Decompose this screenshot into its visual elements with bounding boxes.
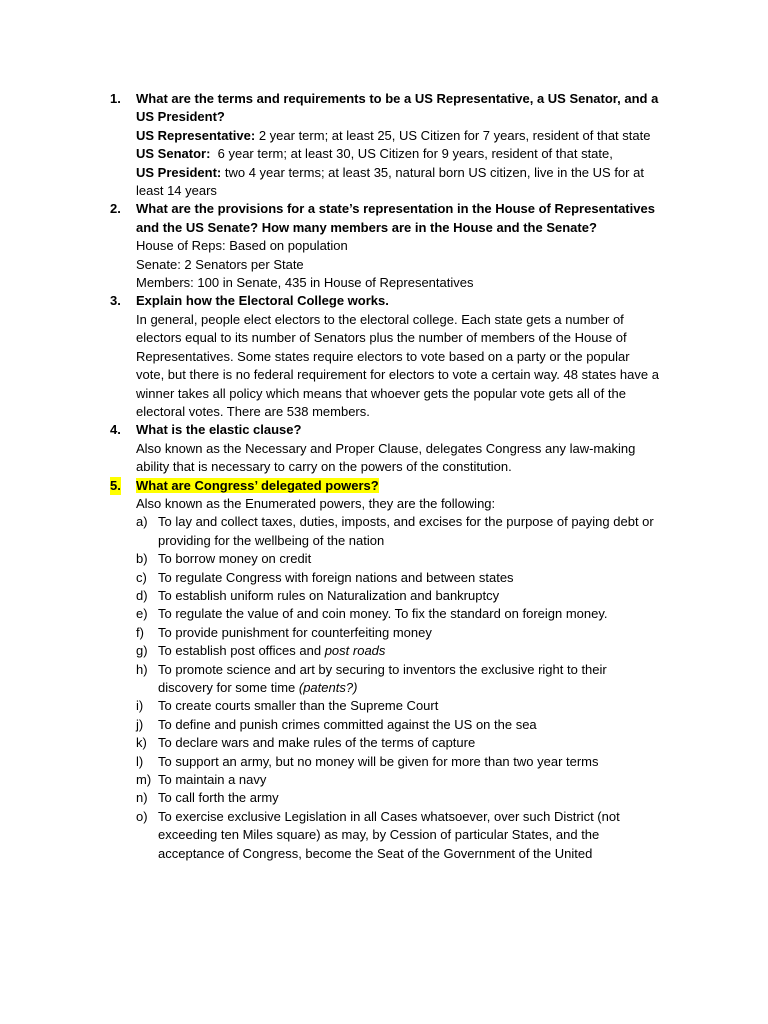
list-item-text: To declare wars and make rules of the terms of capture — [158, 735, 476, 751]
list-item-letter: d) — [136, 587, 148, 603]
list-item-text: To maintain a navy — [158, 772, 267, 788]
question-number: 5. — [110, 477, 121, 495]
list-item — [136, 716, 660, 734]
list-item — [136, 550, 660, 568]
list-item-text: To lay and collect taxes, duties, imposts, and excises for the purpose of paying debt or providing for the wellbeing of the nation — [158, 514, 654, 548]
question-number: 3. — [110, 293, 121, 309]
list-item-text: To create courts smaller than the Supreme Court — [158, 698, 439, 714]
list-item-letter: h) — [136, 661, 148, 677]
answer-label: US Representative: — [136, 127, 256, 143]
question-3 — [110, 292, 660, 421]
list-item — [136, 587, 660, 605]
list-item-text: To provide punishment for counterfeiting money — [158, 624, 432, 640]
list-item-letter: n) — [136, 790, 148, 806]
question-5 — [110, 477, 660, 864]
list-item-text: To establish uniform rules on Naturalization and bankruptcy — [158, 587, 500, 603]
list-item-text: To establish post offices and — [158, 643, 325, 659]
answer-text: 6 year term; at least 30, US Citizen for 9 years, resident of that state, — [210, 146, 613, 162]
list-item-letter: f) — [136, 624, 144, 640]
list-item — [136, 771, 660, 789]
list-item-text: To support an army, but no money will be given for more than two year terms — [158, 753, 599, 769]
list-item-text: To call forth the army — [158, 790, 279, 806]
list-item — [136, 642, 660, 660]
list-item-letter: o) — [136, 808, 148, 824]
answer-paragraph: Also known as the Necessary and Proper Clause, delegates Congress any law-making ability that is necessary to carry on the powers of the constitution. — [136, 440, 636, 475]
answer-paragraph: In general, people elect electors to the electoral college. Each state gets a number of electors equal to its number of Senators plus the number of members of the House of Representatives. Some states require electors to vote based on a party or the popular vote, but there is no federal requirement for electors to vote a certain way. 48 states have a winner takes all policy which means that whoever gets the popular vote gets all of the electoral votes. There are 538 members. — [136, 311, 659, 419]
list-item-letter: e) — [136, 606, 148, 622]
list-item-letter: c) — [136, 569, 147, 585]
list-item-letter: a) — [136, 514, 148, 530]
question-1 — [110, 90, 660, 200]
question-number: 4. — [110, 422, 121, 438]
list-item — [136, 697, 660, 715]
list-item-letter: j) — [136, 716, 144, 732]
list-item-italic: (patents?) — [298, 680, 358, 695]
list-item-letter: k) — [136, 735, 147, 751]
answer-line: House of Reps: Based on population — [136, 238, 348, 254]
question-number: 1. — [110, 91, 121, 106]
question-title-highlighted: What are Congress’ delegated powers? — [136, 477, 379, 493]
question-title: What are the terms and requirements to be a US Representative, a US Senator, and a US President? — [136, 91, 659, 125]
answer-intro: Also known as the Enumerated powers, they are the following: — [136, 495, 496, 511]
list-item-text: To regulate Congress with foreign nations and between states — [158, 569, 514, 585]
list-item-text: To borrow money on credit — [158, 551, 312, 567]
question-2 — [110, 200, 660, 292]
list-item-letter: l) — [136, 753, 144, 769]
list-item-text: To regulate the value of and coin money. To fix the standard on foreign money. — [158, 606, 608, 622]
list-item-letter: i) — [136, 698, 144, 714]
list-item-text: To exercise exclusive Legislation in all Cases whatsoever, over such District (not exceeding ten Miles square) as may, by Cession of particular States, and the acceptance of Congress, become the Seat of the Government of the United — [158, 808, 620, 861]
answer-label: US President: — [136, 164, 222, 180]
list-item — [136, 734, 660, 752]
question-title: Explain how the Electoral College works. — [136, 293, 389, 309]
list-item-letter: m) — [136, 772, 152, 788]
question-title: What are the provisions for a state’s representation in the House of Representatives and the US Senate? How many members are in the House and the Senate? — [136, 201, 655, 235]
list-item-text: To define and punish crimes committed against the US on the sea — [158, 716, 537, 732]
list-item — [136, 569, 660, 587]
question-4 — [110, 421, 660, 476]
list-item — [136, 789, 660, 807]
answer-text: two 4 year terms; at least 35, natural born US citizen, live in the US for at least 14 years — [136, 164, 644, 199]
list-item — [136, 661, 660, 698]
list-item-letter: g) — [136, 643, 148, 659]
list-item — [136, 808, 660, 863]
list-item-italic: post roads — [324, 643, 386, 659]
question-number: 2. — [110, 201, 121, 217]
powers-list — [136, 513, 660, 863]
list-item — [136, 624, 660, 642]
answer-text: 2 year term; at least 25, US Citizen for 7 years, resident of that state — [255, 127, 651, 143]
answer-line — [136, 164, 660, 201]
list-item — [136, 753, 660, 771]
answer-line: Senate: 2 Senators per State — [136, 256, 304, 272]
answer-label: US Senator: — [136, 146, 211, 162]
list-item-letter: b) — [136, 551, 148, 567]
answer-line — [136, 145, 660, 163]
answer-line: Members: 100 in Senate, 435 in House of Representatives — [136, 275, 474, 291]
list-item — [136, 513, 660, 550]
document-page — [110, 90, 660, 863]
list-item — [136, 605, 660, 623]
question-title: What is the elastic clause? — [136, 422, 302, 438]
answer-line — [136, 127, 660, 145]
list-item-text: To promote science and art by securing to inventors the exclusive right to their discovery for some time — [158, 661, 607, 695]
